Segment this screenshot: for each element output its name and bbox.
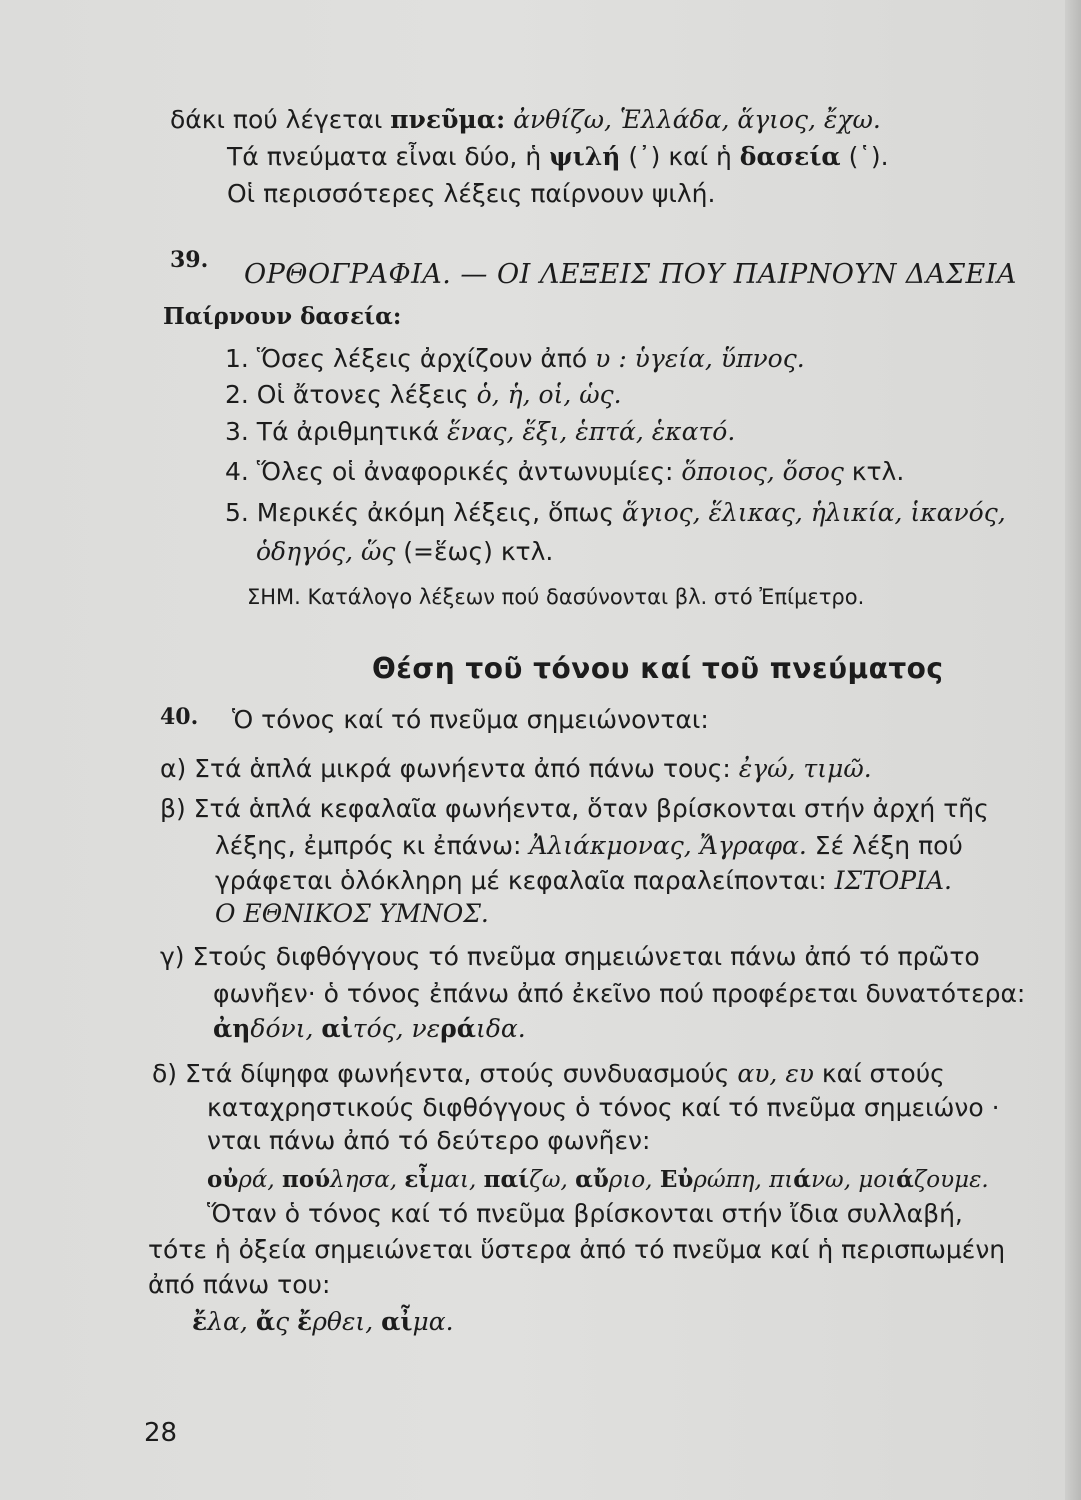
example-part: ά — [896, 1166, 914, 1193]
rule-a-examples: ἐγώ, τιμῶ. — [738, 754, 872, 783]
example-part: ρώπη, — [693, 1167, 770, 1193]
example-part: δόνι, — [250, 1014, 322, 1043]
example-part: ἀη — [213, 1014, 251, 1043]
list-item — [225, 342, 805, 376]
rule-b-text: γράφεται ὁλόκληρη μέ κεφαλαῖα παραλείπονται: — [215, 866, 835, 895]
example-part: ρθει, — [312, 1307, 382, 1336]
example-part: ζω, — [529, 1167, 576, 1193]
example-part: ζουμε. — [913, 1167, 989, 1193]
section-39-number: 39. — [170, 247, 209, 273]
example-part: τός, — [352, 1014, 412, 1043]
list-item-text: 4. Ὅλες οἱ ἀναφορικές ἀντωνυμίες: — [225, 457, 682, 486]
rule-a — [160, 752, 872, 786]
example-part: ς — [275, 1307, 298, 1336]
section-40-heading: Θέση τοῦ τόνου καί τοῦ πνεύματος — [372, 652, 944, 685]
example-part: πού — [282, 1166, 331, 1193]
example-part: αἰ — [321, 1014, 353, 1043]
rule-b-line-4: Ο ΕΘΝΙΚΟΣ ΥΜΝΟΣ. — [215, 899, 489, 928]
list-item-text: 5. Μερικές ἀκόμη λέξεις, ὅπως — [225, 498, 622, 527]
list-item-examples: ἅγιος, ἕλικας, ἡλικία, ἱκανός, — [621, 498, 1006, 527]
rule-d-line-3: νται πάνω ἀπό τό δεύτερο φωνῆεν: — [207, 1126, 651, 1155]
page-number: 28 — [144, 1418, 178, 1448]
top-line-3: Οἱ περισσότερες λέξεις παίρνουν ψιλή. — [227, 179, 716, 208]
rule-b-examples: Ἀλιάκμονας, Ἄγραφα. — [529, 831, 807, 860]
paragraph-examples — [192, 1305, 454, 1339]
term-pneuma: πνεῦμα: — [390, 105, 506, 134]
paragraph-line-3: ἀπό πάνω του: — [148, 1270, 331, 1299]
rule-d-line-2: καταχρηστικούς διφθόγγους ὁ τόνος καί τό πνεῦμα σημειώνο · — [207, 1093, 1000, 1122]
rule-g-examples — [213, 1012, 526, 1046]
section-39-title: ΟΡΘΟΓΡΑΦΙΑ. — ΟΙ ΛΕΞΕΙΣ ΠΟΥ ΠΑΙΡΝΟΥΝ ΔΑΣΕΙΑ — [244, 259, 1017, 290]
example-part: νε — [411, 1014, 441, 1043]
list-item — [225, 415, 735, 449]
list-item-text: 3. Τά ἀριθμητικά — [225, 417, 448, 446]
example-part: αἶ — [381, 1307, 413, 1336]
example-part: ά — [793, 1166, 811, 1193]
list-item — [225, 496, 1006, 530]
list-item-examples: ὁ, ἡ, οἱ, ὡς. — [476, 380, 622, 409]
list-item-tail: κτλ. — [843, 457, 905, 486]
top-line-2-start: Τά πνεύματα εἶναι δύο, ἡ — [227, 142, 550, 171]
rule-g-line-2: φωνῆεν· ὁ τόνος ἐπάνω ἀπό ἐκεῖνο πού προφέρεται δυνατότερα: — [213, 979, 1026, 1008]
top-line-2-end: (῾). — [840, 142, 889, 171]
list-item-continuation — [256, 535, 553, 569]
list-item — [225, 455, 904, 489]
paragraph-line-2: τότε ἡ ὀξεία σημειώνεται ὕστερα ἀπό τό πνεῦμα καί ἡ περισπωμένη — [148, 1235, 1006, 1264]
page-edge-shadow — [1065, 0, 1081, 1500]
list-item-text: 2. Οἱ ἄτονες λέξεις — [225, 380, 477, 409]
top-line-1-examples: ἀνθίζω, Ἑλλάδα, ἅγιος, ἔχω. — [505, 105, 881, 134]
rule-d-line-1 — [152, 1057, 945, 1091]
example-part: οὐ — [207, 1166, 239, 1193]
example-part: λησα, — [330, 1167, 405, 1193]
example-part: μα. — [412, 1307, 454, 1336]
list-item-examples: ὁδηγός, ὥς — [256, 537, 396, 566]
paragraph-line-1: Ὅταν ὁ τόνος καί τό πνεῦμα βρίσκονται στήν ἴδια συλλαβή, — [207, 1199, 963, 1228]
section-40-number: 40. — [160, 704, 199, 730]
example-part: μοι — [858, 1167, 897, 1193]
list-item-examples: ἕνας, ἕξι, ἑπτά, ἑκατό. — [447, 417, 736, 446]
rule-d-tail: καί στούς — [813, 1059, 945, 1088]
section-40-intro: Ὁ τόνος καί τό πνεῦμα σημειώνονται: — [232, 705, 709, 734]
list-item-text: 1. Ὅσες λέξεις ἀρχίζουν ἀπό — [225, 344, 596, 373]
top-line-2-mid: (᾿) καί ἡ — [620, 142, 740, 171]
list-item — [225, 378, 622, 412]
example-part: ἔ — [297, 1307, 313, 1336]
example-part: ἄ — [255, 1307, 276, 1336]
rule-a-text: α) Στά ἁπλά μικρά φωνήεντα ἀπό πάνω τους: — [160, 754, 739, 783]
list-item-examples: ὅποιος, ὅσος — [681, 457, 844, 486]
rule-d-examples: αυ, ευ — [737, 1059, 814, 1088]
rule-g-line-1: γ) Στούς διφθόγγους τό πνεῦμα σημειώνεται πάνω ἀπό τό πρῶτο — [160, 942, 980, 971]
top-line-2 — [227, 140, 889, 174]
example-part: νω, — [810, 1167, 859, 1193]
example-part: αὔ — [575, 1166, 609, 1193]
rule-d-examples — [207, 1163, 989, 1197]
list-item-examples: υ : ὑγεία, ὕπνος. — [595, 344, 805, 373]
example-part: λα, — [207, 1307, 256, 1336]
term-psili: ψιλή — [549, 142, 621, 171]
example-part: ιδα. — [476, 1014, 526, 1043]
example-part: πι — [769, 1167, 794, 1193]
example-part: ρά — [440, 1014, 477, 1043]
example-part: Εὐ — [659, 1166, 694, 1193]
section-39-subtitle: Παίρνουν δασεία: — [163, 303, 402, 330]
list-item-tail: (=ἕως) κτλ. — [395, 537, 554, 566]
section-39-note: ΣΗΜ. Κατάλογο λέξεων πού δασύνονται βλ. στό Ἐπίμετρο. — [247, 585, 865, 609]
rule-b-line-3 — [215, 864, 952, 898]
example-part: ρά, — [238, 1167, 282, 1193]
rule-b-text: λέξης, ἐμπρός κι ἐπάνω: — [215, 831, 530, 860]
example-part: παί — [483, 1166, 530, 1193]
term-daseia: δασεία — [739, 142, 841, 171]
rule-b-examples: ΙΣΤΟΡΙΑ. — [834, 866, 952, 895]
example-part: ριο, — [608, 1167, 660, 1193]
example-part: εἶ — [404, 1166, 430, 1193]
example-part: μαι, — [429, 1167, 484, 1193]
rule-b-line-2 — [215, 829, 963, 863]
top-line-1-text: δάκι πού λέγεται — [170, 105, 391, 134]
example-part: ἔ — [192, 1307, 208, 1336]
rule-b-line-1: β) Στά ἁπλά κεφαλαῖα φωνήεντα, ὅταν βρίσκονται στήν ἀρχή τῆς — [160, 794, 989, 823]
rule-d-text: δ) Στά δίψηφα φωνήεντα, στούς συνδυασμούς — [152, 1059, 738, 1088]
rule-b-tail: Σέ λέξη πού — [806, 831, 963, 860]
top-line-1 — [170, 103, 881, 137]
